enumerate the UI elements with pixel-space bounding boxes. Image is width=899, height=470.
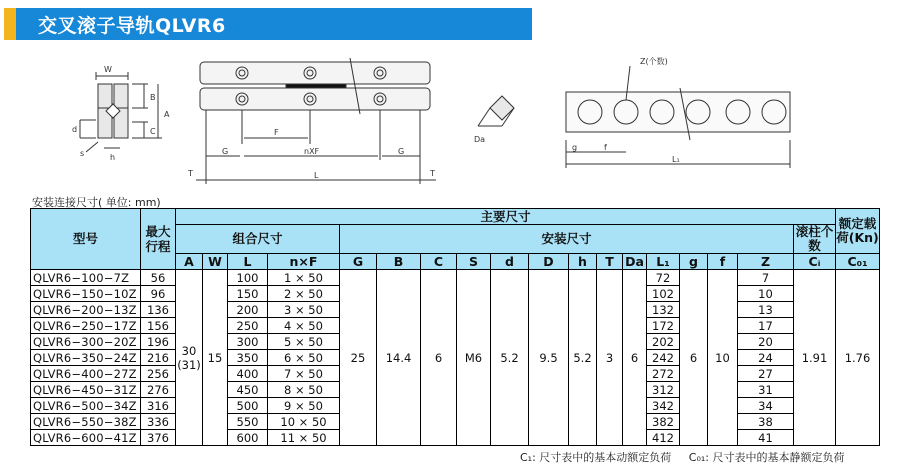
cell-stroke: 316: [141, 398, 176, 414]
cell-A: 30 (31): [176, 270, 203, 446]
cell-L: 200: [228, 302, 268, 318]
cell-T: 3: [597, 270, 623, 446]
col-C01: C₀₁: [836, 254, 880, 270]
cell-L: 500: [228, 398, 268, 414]
cell-stroke: 216: [141, 350, 176, 366]
col-install: 安装尺寸: [340, 225, 794, 254]
cell-Z: 27: [738, 366, 794, 382]
cell-model: QLVR6−200−13Z: [31, 302, 141, 318]
cell-stroke: 376: [141, 430, 176, 446]
cell-L: 450: [228, 382, 268, 398]
cell-stroke: 56: [141, 270, 176, 286]
cell-model: QLVR6−500−34Z: [31, 398, 141, 414]
label-L1: L₁: [672, 155, 680, 164]
roller-detail: [478, 96, 514, 126]
cell-Z: 10: [738, 286, 794, 302]
col-rollers: 滚柱个数: [794, 225, 836, 254]
cell-L1: 102: [647, 286, 680, 302]
label-W: W: [104, 65, 112, 74]
col-W: W: [203, 254, 228, 270]
cell-L: 100: [228, 270, 268, 286]
col-load: 额定载荷(Kn): [836, 209, 880, 254]
col-main-dims: 主要尺寸: [176, 209, 836, 225]
cell-nF: 6 × 50: [268, 350, 340, 366]
table-body: [31, 270, 880, 446]
col-L: L: [228, 254, 268, 270]
cell-Z: 13: [738, 302, 794, 318]
cell-model: QLVR6−250−17Z: [31, 318, 141, 334]
footnotes: [520, 449, 859, 465]
table-caption: 安装连接尺寸( 单位: mm): [32, 196, 161, 209]
col-f: f: [708, 254, 738, 270]
cell-g: 6: [680, 270, 708, 446]
col-h: h: [569, 254, 597, 270]
cell-L: 400: [228, 366, 268, 382]
cell-Z: 7: [738, 270, 794, 286]
label-d: d: [72, 125, 78, 134]
note-c1: C₁: 尺寸表中的基本动额定负荷: [520, 451, 672, 464]
label-g: g: [572, 143, 578, 152]
col-C: C: [421, 254, 457, 270]
label-G-right: G: [398, 147, 405, 156]
cell-nF: 4 × 50: [268, 318, 340, 334]
cell-L: 250: [228, 318, 268, 334]
cell-Z: 38: [738, 414, 794, 430]
label-nxF: nXF: [304, 147, 320, 156]
label-C: C: [150, 127, 156, 136]
cell-stroke: 336: [141, 414, 176, 430]
col-d: d: [491, 254, 529, 270]
technical-drawings: [0, 44, 899, 192]
label-Da: Da: [474, 135, 486, 144]
label-s: s: [80, 149, 85, 158]
cell-C: 6: [421, 270, 457, 446]
table-row: [31, 270, 880, 286]
cell-Z: 31: [738, 382, 794, 398]
cell-L1: 132: [647, 302, 680, 318]
label-f: f: [604, 143, 607, 152]
cell-d: 5.2: [491, 270, 529, 446]
title-accent: [4, 8, 16, 40]
label-G-left: G: [222, 147, 229, 156]
cell-model: QLVR6−150−10Z: [31, 286, 141, 302]
col-S: S: [457, 254, 491, 270]
cell-stroke: 96: [141, 286, 176, 302]
roller-cage-drawing: [566, 66, 790, 168]
cell-Z: 41: [738, 430, 794, 446]
cell-stroke: 136: [141, 302, 176, 318]
label-B: B: [150, 93, 156, 102]
cell-model: QLVR6−450−31Z: [31, 382, 141, 398]
cell-stroke: 196: [141, 334, 176, 350]
cell-L1: 272: [647, 366, 680, 382]
cell-model: QLVR6−300−20Z: [31, 334, 141, 350]
title-bar: [4, 8, 532, 40]
cell-L1: 202: [647, 334, 680, 350]
col-combo: 组合尺寸: [176, 225, 340, 254]
cell-L1: 382: [647, 414, 680, 430]
rail-top-view: [196, 58, 436, 184]
cell-L: 550: [228, 414, 268, 430]
spec-table: [30, 208, 880, 446]
cell-nF: 2 × 50: [268, 286, 340, 302]
col-G: G: [340, 254, 377, 270]
cell-nF: 9 × 50: [268, 398, 340, 414]
cell-nF: 8 × 50: [268, 382, 340, 398]
page-title: 交叉滚子导轨QLVR6: [38, 15, 226, 37]
cell-nF: 3 × 50: [268, 302, 340, 318]
cell-L1: 172: [647, 318, 680, 334]
note-c01: C₀₁: 尺寸表中的基本静额定负荷: [688, 451, 845, 464]
cell-B: 14.4: [377, 270, 421, 446]
col-g: g: [680, 254, 708, 270]
col-Da: Da: [623, 254, 647, 270]
cell-nF: 10 × 50: [268, 414, 340, 430]
cell-model: QLVR6−600−41Z: [31, 430, 141, 446]
col-B: B: [377, 254, 421, 270]
cell-Z: 34: [738, 398, 794, 414]
cell-nF: 11 × 50: [268, 430, 340, 446]
label-T-left: T: [188, 169, 193, 178]
cell-G: 25: [340, 270, 377, 446]
cell-C1: 1.91: [794, 270, 836, 446]
label-L: L: [314, 171, 319, 180]
cross-section-drawing: [80, 72, 162, 152]
cell-L1: 312: [647, 382, 680, 398]
label-T-right: T: [430, 169, 435, 178]
cell-W: 15: [203, 270, 228, 446]
cell-Z: 20: [738, 334, 794, 350]
cell-nF: 5 × 50: [268, 334, 340, 350]
col-L1: L₁: [647, 254, 680, 270]
col-Z: Z: [738, 254, 794, 270]
cell-nF: 7 × 50: [268, 366, 340, 382]
cell-L1: 342: [647, 398, 680, 414]
col-model: 型号: [31, 209, 141, 270]
cell-D: 9.5: [529, 270, 569, 446]
col-C1: Cᵢ: [794, 254, 836, 270]
col-stroke: 最大 行程: [141, 209, 176, 270]
cell-L1: 242: [647, 350, 680, 366]
cell-stroke: 156: [141, 318, 176, 334]
label-F: F: [274, 128, 279, 137]
cell-Z: 17: [738, 318, 794, 334]
cell-L1: 412: [647, 430, 680, 446]
col-A: A: [176, 254, 203, 270]
cell-stroke: 256: [141, 366, 176, 382]
cell-model: QLVR6−400−27Z: [31, 366, 141, 382]
cell-h: 5.2: [569, 270, 597, 446]
cell-L: 300: [228, 334, 268, 350]
cell-model: QLVR6−100−7Z: [31, 270, 141, 286]
col-T: T: [597, 254, 623, 270]
label-Z: Z(个数): [640, 57, 668, 66]
cell-Z: 24: [738, 350, 794, 366]
cell-C01: 1.76: [836, 270, 880, 446]
cell-model: QLVR6−550−38Z: [31, 414, 141, 430]
cell-Da: 6: [623, 270, 647, 446]
cell-S: M6: [457, 270, 491, 446]
col-nF: n×F: [268, 254, 340, 270]
cell-L: 150: [228, 286, 268, 302]
label-A: A: [164, 110, 170, 119]
label-h: h: [110, 153, 116, 162]
cell-L: 600: [228, 430, 268, 446]
cell-L1: 72: [647, 270, 680, 286]
cell-nF: 1 × 50: [268, 270, 340, 286]
cell-stroke: 276: [141, 382, 176, 398]
cell-L: 350: [228, 350, 268, 366]
cell-model: QLVR6−350−24Z: [31, 350, 141, 366]
cell-f: 10: [708, 270, 738, 446]
col-D: D: [529, 254, 569, 270]
